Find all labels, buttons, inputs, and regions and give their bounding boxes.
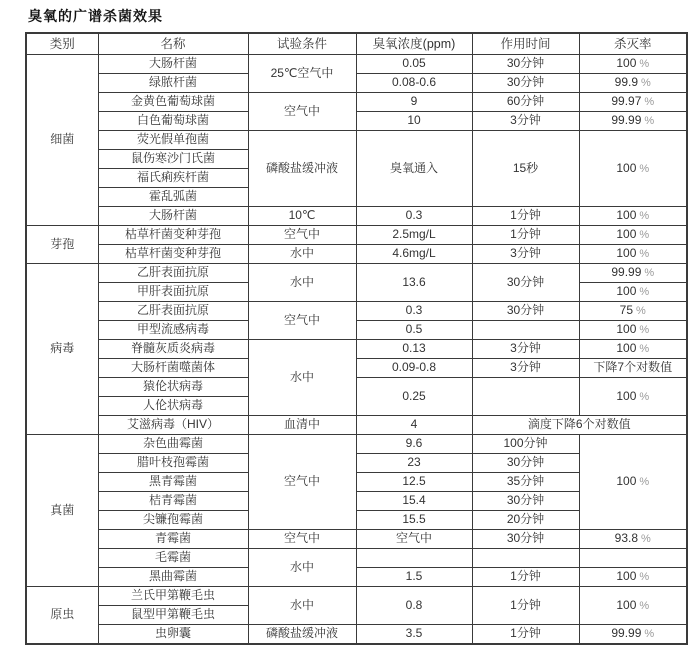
- percent-sign: %: [639, 599, 650, 612]
- table-cell: [579, 74, 687, 93]
- table-cell: [579, 245, 687, 264]
- table-cell: [579, 55, 687, 74]
- table-cell: 滴度下降6个对数值: [472, 416, 687, 435]
- table-cell: 30分钟: [472, 530, 579, 549]
- table-cell: [356, 549, 472, 568]
- table-cell: 甲肝表面抗原: [98, 283, 248, 302]
- table-cell: 3分钟: [472, 112, 579, 131]
- table-row: [26, 55, 687, 74]
- table-cell: 杂色曲霉菌: [98, 435, 248, 454]
- percent-sign: %: [639, 58, 650, 71]
- table-cell: 60分钟: [472, 93, 579, 112]
- table-cell: 人伦状病毒: [98, 397, 248, 416]
- kill-rate-value: 93.8: [614, 531, 639, 546]
- table-cell: 桔青霉菌: [98, 492, 248, 511]
- percent-sign: %: [639, 343, 650, 356]
- table-cell: 3分钟: [472, 359, 579, 378]
- table-cell: 2.5mg/L: [356, 226, 472, 245]
- kill-rate-value: 100: [616, 569, 637, 584]
- table-cell: 下降7个对数值: [579, 359, 687, 378]
- table-cell: 枯草杆菌变种芽孢: [98, 226, 248, 245]
- table-cell: 臭氧通入: [356, 131, 472, 207]
- table-cell: [472, 321, 579, 340]
- percent-sign: %: [639, 210, 650, 223]
- table-cell: 0.25: [356, 378, 472, 416]
- table-cell: 0.13: [356, 340, 472, 359]
- percent-sign: %: [644, 96, 655, 109]
- table-cell: 空气中: [248, 435, 356, 530]
- kill-rate-value: 100: [616, 474, 637, 489]
- column-header: 臭氧浓度(ppm): [356, 33, 472, 55]
- table-cell: 1分钟: [472, 226, 579, 245]
- column-header: 名称: [98, 33, 248, 55]
- table-row: [26, 568, 687, 587]
- table-row: [26, 340, 687, 359]
- table-cell: [579, 283, 687, 302]
- table-cell: 15秒: [472, 131, 579, 207]
- kill-rate-value: 100: [616, 284, 637, 299]
- table-cell: 尖镰孢霉菌: [98, 511, 248, 530]
- table-cell: 0.05: [356, 55, 472, 74]
- table-cell: 12.5: [356, 473, 472, 492]
- table-cell: [579, 378, 687, 416]
- table-row: [26, 245, 687, 264]
- table-cell: [579, 549, 687, 568]
- table-cell: 15.5: [356, 511, 472, 530]
- table-cell: 乙肝表面抗原: [98, 302, 248, 321]
- table-cell: 30分钟: [472, 492, 579, 511]
- table-cell: 乙肝表面抗原: [98, 264, 248, 283]
- table-cell: [579, 226, 687, 245]
- table-cell: 3分钟: [472, 245, 579, 264]
- table-cell: 30分钟: [472, 454, 579, 473]
- table-cell: 枯草杆菌变种芽孢: [98, 245, 248, 264]
- table-cell: 100分钟: [472, 435, 579, 454]
- percent-sign: %: [639, 324, 650, 337]
- percent-sign: %: [644, 628, 655, 641]
- table-cell: 水中: [248, 245, 356, 264]
- table-cell: 0.5: [356, 321, 472, 340]
- percent-sign: %: [639, 390, 650, 403]
- kill-rate-value: 100: [616, 208, 637, 223]
- column-header: 试验条件: [248, 33, 356, 55]
- column-header: 杀灭率: [579, 33, 687, 55]
- table-row: [26, 131, 687, 150]
- table-header: [26, 33, 687, 55]
- table-cell: 绿脓杆菌: [98, 74, 248, 93]
- table-cell: 25℃空气中: [248, 55, 356, 93]
- table-row: [26, 207, 687, 226]
- category-cell: 病毒: [26, 264, 98, 435]
- page-title: 臭氧的广谱杀菌效果: [28, 8, 163, 24]
- table-cell: 30分钟: [472, 264, 579, 302]
- table-cell: 血清中: [248, 416, 356, 435]
- percent-sign: %: [641, 533, 651, 546]
- kill-rate-value: 99.97: [611, 94, 642, 109]
- kill-rate-value: 100: [616, 388, 637, 403]
- kill-rate-value: 99.99: [611, 113, 642, 128]
- table-cell: 腊叶枝孢霉菌: [98, 454, 248, 473]
- table-cell: [579, 302, 687, 321]
- category-cell: 细菌: [26, 55, 98, 226]
- percent-sign: %: [644, 267, 655, 280]
- table-cell: 水中: [248, 340, 356, 416]
- table-row: [26, 416, 687, 435]
- percent-sign: %: [639, 286, 650, 299]
- table-cell: 15.4: [356, 492, 472, 511]
- table-cell: 0.8: [356, 587, 472, 625]
- percent-sign: %: [639, 476, 650, 489]
- table-cell: [579, 112, 687, 131]
- table-cell: [579, 625, 687, 645]
- kill-rate-value: 100: [616, 597, 637, 612]
- table-cell: 空气中: [248, 530, 356, 549]
- table-cell: [472, 549, 579, 568]
- table-cell: 艾滋病毒（HIV）: [98, 416, 248, 435]
- percent-sign: %: [639, 162, 650, 175]
- table-cell: 毛霉菌: [98, 549, 248, 568]
- category-cell: 真菌: [26, 435, 98, 587]
- table-cell: 空气中: [248, 302, 356, 340]
- table-cell: 30分钟: [472, 302, 579, 321]
- percent-sign: %: [644, 115, 655, 128]
- kill-rate-value: 75: [619, 303, 634, 318]
- table-cell: 水中: [248, 264, 356, 302]
- table-cell: 3分钟: [472, 340, 579, 359]
- table-cell: 水中: [248, 587, 356, 625]
- table-cell: [472, 378, 579, 416]
- table-cell: 1分钟: [472, 625, 579, 645]
- table-cell: 水中: [248, 549, 356, 587]
- percent-sign: %: [639, 248, 650, 261]
- percent-sign: %: [639, 571, 650, 584]
- table-cell: 空气中: [248, 226, 356, 245]
- table-cell: 30分钟: [472, 74, 579, 93]
- table-cell: 10℃: [248, 207, 356, 226]
- kill-rate-value: 99.9: [614, 75, 639, 90]
- table-cell: 脊髓灰质炎病毒: [98, 340, 248, 359]
- kill-rate-value: 99.99: [611, 265, 642, 280]
- table-row: [26, 264, 687, 283]
- table-row: [26, 530, 687, 549]
- table-cell: [579, 264, 687, 283]
- table-cell: 20分钟: [472, 511, 579, 530]
- kill-rate-value: 100: [616, 227, 637, 242]
- table-cell: 大肠杆菌噬菌体: [98, 359, 248, 378]
- table-cell: 1分钟: [472, 207, 579, 226]
- table-cell: 35分钟: [472, 473, 579, 492]
- category-cell: 原虫: [26, 587, 98, 645]
- table-cell: [579, 321, 687, 340]
- table-row: [26, 93, 687, 112]
- table-body: [26, 55, 687, 645]
- table-row: [26, 74, 687, 93]
- table-row: [26, 378, 687, 397]
- table-cell: 13.6: [356, 264, 472, 302]
- table-cell: 金黄色葡萄球菌: [98, 93, 248, 112]
- table-cell: 空气中: [356, 530, 472, 549]
- table-cell: 大肠杆菌: [98, 207, 248, 226]
- column-header: 作用时间: [472, 33, 579, 55]
- table-cell: 甲型流感病毒: [98, 321, 248, 340]
- table-cell: 3.5: [356, 625, 472, 645]
- percent-sign: %: [639, 229, 650, 242]
- table-row: [26, 625, 687, 645]
- table-row: [26, 302, 687, 321]
- table-cell: 福氏痢疾杆菌: [98, 169, 248, 188]
- table-cell: [579, 530, 687, 549]
- table-cell: 猿伦状病毒: [98, 378, 248, 397]
- table-cell: 4.6mg/L: [356, 245, 472, 264]
- table-cell: 虫卵囊: [98, 625, 248, 645]
- table-cell: 霍乱弧菌: [98, 188, 248, 207]
- table-cell: 荧光假单孢菌: [98, 131, 248, 150]
- table-cell: 23: [356, 454, 472, 473]
- table-cell: 白色葡萄球菌: [98, 112, 248, 131]
- table-cell: 青霉菌: [98, 530, 248, 549]
- percent-sign: %: [641, 77, 651, 90]
- table-cell: 黑青霉菌: [98, 473, 248, 492]
- table-cell: [579, 587, 687, 625]
- kill-rate-value: 100: [616, 341, 637, 356]
- table-cell: 30分钟: [472, 55, 579, 74]
- table-cell: [579, 340, 687, 359]
- table-row: [26, 321, 687, 340]
- table-cell: [579, 93, 687, 112]
- table-cell: 9: [356, 93, 472, 112]
- table-row: [26, 112, 687, 131]
- table-cell: 1分钟: [472, 587, 579, 625]
- table-cell: 磷酸盐缓冲液: [248, 625, 356, 645]
- table-cell: 空气中: [248, 93, 356, 131]
- category-cell: 芽孢: [26, 226, 98, 264]
- table-cell: 黑曲霉菌: [98, 568, 248, 587]
- table-cell: 0.3: [356, 302, 472, 321]
- header-row: [26, 33, 687, 55]
- table-cell: 磷酸盐缓冲液: [248, 131, 356, 207]
- table-cell: 0.08-0.6: [356, 74, 472, 93]
- column-header: 类别: [26, 33, 98, 55]
- table-cell: [579, 131, 687, 207]
- table-cell: 9.6: [356, 435, 472, 454]
- table-row: [26, 359, 687, 378]
- table-cell: 0.3: [356, 207, 472, 226]
- table-cell: 0.09-0.8: [356, 359, 472, 378]
- table-cell: [579, 207, 687, 226]
- table-cell: 大肠杆菌: [98, 55, 248, 74]
- table-cell: [579, 568, 687, 587]
- kill-rate-value: 100: [616, 322, 637, 337]
- table-cell: 1.5: [356, 568, 472, 587]
- kill-rate-value: 100: [616, 56, 637, 71]
- kill-rate-value: 99.99: [611, 626, 642, 641]
- sterilization-table: [25, 32, 688, 645]
- table-row: [26, 549, 687, 568]
- table-cell: [579, 435, 687, 530]
- kill-rate-value: 100: [616, 246, 637, 261]
- percent-sign: %: [636, 305, 646, 318]
- table-row: [26, 587, 687, 606]
- table-row: [26, 435, 687, 454]
- kill-rate-value: 100: [616, 160, 637, 175]
- table-cell: 1分钟: [472, 568, 579, 587]
- table-row: [26, 226, 687, 245]
- table-cell: 鼠伤寒沙门氏菌: [98, 150, 248, 169]
- table-cell: 10: [356, 112, 472, 131]
- table-cell: 兰氏甲第鞭毛虫: [98, 587, 248, 606]
- table-cell: 4: [356, 416, 472, 435]
- table-cell: 鼠型甲第鞭毛虫: [98, 606, 248, 625]
